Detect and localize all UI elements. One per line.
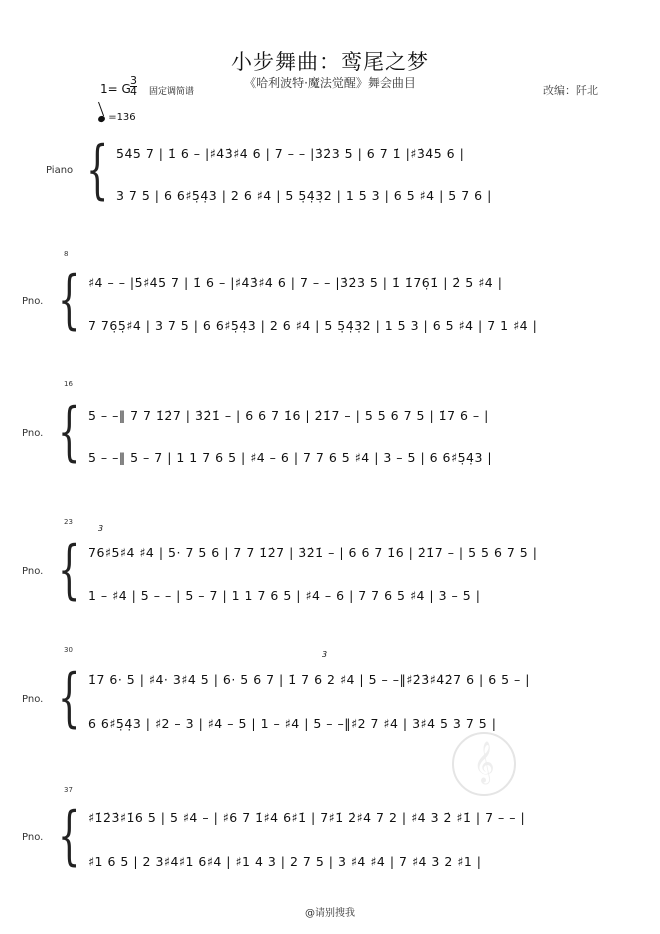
- footer-credit: @请别搜我: [305, 908, 355, 919]
- score-subtitle: 《哈利波特·魔法觉醒》舞会曲目: [244, 76, 416, 90]
- instrument-label: Pno.: [22, 566, 44, 577]
- right-hand-line: 76♯5♯4 ♯4 | 5· 7 5 6 | 7 7 1̇2̇7 | 3̇2̇1̇ – | 6 6 7 1̇6 | 2̇1̇7 – | 5 5 6 7 5 |: [88, 545, 538, 560]
- measure-number: 37: [64, 786, 73, 794]
- instrument-label: Piano: [46, 165, 74, 176]
- instrument-label: Pno.: [22, 428, 44, 439]
- right-hand-line: 1̇7 6· 5 | ♯4· 3♯4 5 | 6· 5 6 7 | 1̇ 7 6 2 ♯4 | 5 – –‖♯2̇3̇♯4̇2̇7 6 | 6 5 – |: [88, 672, 530, 687]
- left-hand-line: ♯1 6 5 | 2 3♯4♯1 6♯4 | ♯1 4 3 | 2 7 5 | 3 ♯4 ♯4 | 7 ♯4 3 2 ♯1 |: [88, 854, 482, 869]
- arranger-credit: 改编：阡北: [543, 84, 598, 97]
- instrument-label: Pno.: [22, 296, 44, 307]
- brace-icon: {: [58, 661, 81, 735]
- time-signature: [130, 76, 137, 97]
- brace-icon: {: [58, 533, 81, 607]
- triplet-mark: 3: [98, 524, 104, 533]
- right-hand-line: 5̇4̇5 7 | 1̇ 6 – |♯4̇3̇♯4 6 | 7 – – |3̇2̇3 5 | 6 7 1̇ |♯3̇4̇5 6 |: [116, 146, 465, 161]
- brace-icon: {: [58, 799, 81, 873]
- brace-icon: {: [58, 395, 81, 469]
- right-hand-line: ♯1̇2̇3̇♯1̇6 5 | 5 ♯4 – | ♯6 7 1̇♯4 6♯1̇ | 7♯1̇ 2̇♯4 7 2 | ♯4 3 2̇ ♯1̇ | 7 – – |: [88, 810, 526, 825]
- left-hand-line: 5 – –‖ 5 – 7 | 1 1 7 6 5 | ♯4 – 6 | 7 7 6 5 ♯4 | 3 – 5 | 6 6♯5̣4̣3 |: [88, 450, 493, 465]
- tempo-value: =136: [108, 112, 136, 123]
- left-hand-line: 6 6♯5̣4̣3 | ♯2 – 3 | ♯4 – 5 | 1 – ♯4 | 5 – –‖♯2 7 ♯4 | 3♯4 5 3 7 5 |: [88, 716, 497, 731]
- score-title: 小步舞曲：鸾尾之梦: [231, 50, 429, 74]
- brace-icon: {: [86, 133, 109, 207]
- tempo-marking: [98, 112, 136, 123]
- left-hand-line: 3 7 5 | 6 6♯5̣4̣3 | 2 6 ♯4 | 5 5̣4̣3̣2 | 1 5 3 | 6 5 ♯4 | 5 7 6 |: [116, 188, 492, 203]
- measure-number: 23: [64, 518, 73, 526]
- triplet-mark: 3: [322, 650, 328, 659]
- instrument-label: Pno.: [22, 694, 44, 705]
- time-signature-top: 3: [130, 74, 137, 87]
- watermark-treble-clef-icon: 𝄞: [452, 732, 516, 796]
- quarter-note-icon: [97, 115, 106, 123]
- measure-number: 16: [64, 380, 73, 388]
- brace-icon: {: [58, 263, 81, 337]
- right-hand-line: 5 – –‖ 7 7 1̇2̇7 | 3̇2̇1̇ – | 6 6 7 1̇6 | 2̇1̇7 – | 5 5 6 7 5 | 1̇7 6 – |: [88, 408, 489, 423]
- key-signature: 1= G: [100, 82, 131, 96]
- measure-number: 30: [64, 646, 73, 654]
- time-signature-bottom: 4: [130, 85, 137, 98]
- measure-number: 8: [64, 250, 69, 258]
- left-hand-line: 1 – ♯4 | 5 – – | 5 – 7 | 1 1 7 6 5 | ♯4 – 6 | 7 7 6 5 ♯4 | 3 – 5 |: [88, 588, 481, 603]
- left-hand-line: 7 76̣5̣♯4 | 3 7 5 | 6 6♯5̣4̣3 | 2 6 ♯4 | 5 5̣4̣3̣2 | 1 5 3 | 6 5 ♯4 | 7 1 ♯4 |: [88, 318, 538, 333]
- right-hand-line: ♯4 – – |5̇♯4̇5 7 | 1̇ 6 – |♯4̇3̇♯4 6 | 7 – – |3̇2̇3 5 | 1̇ 1̇76̣1̇ | 2̇ 5 ♯4 |: [88, 275, 503, 290]
- notation-type-label: 固定调简谱: [149, 87, 195, 97]
- instrument-label: Pno.: [22, 832, 44, 843]
